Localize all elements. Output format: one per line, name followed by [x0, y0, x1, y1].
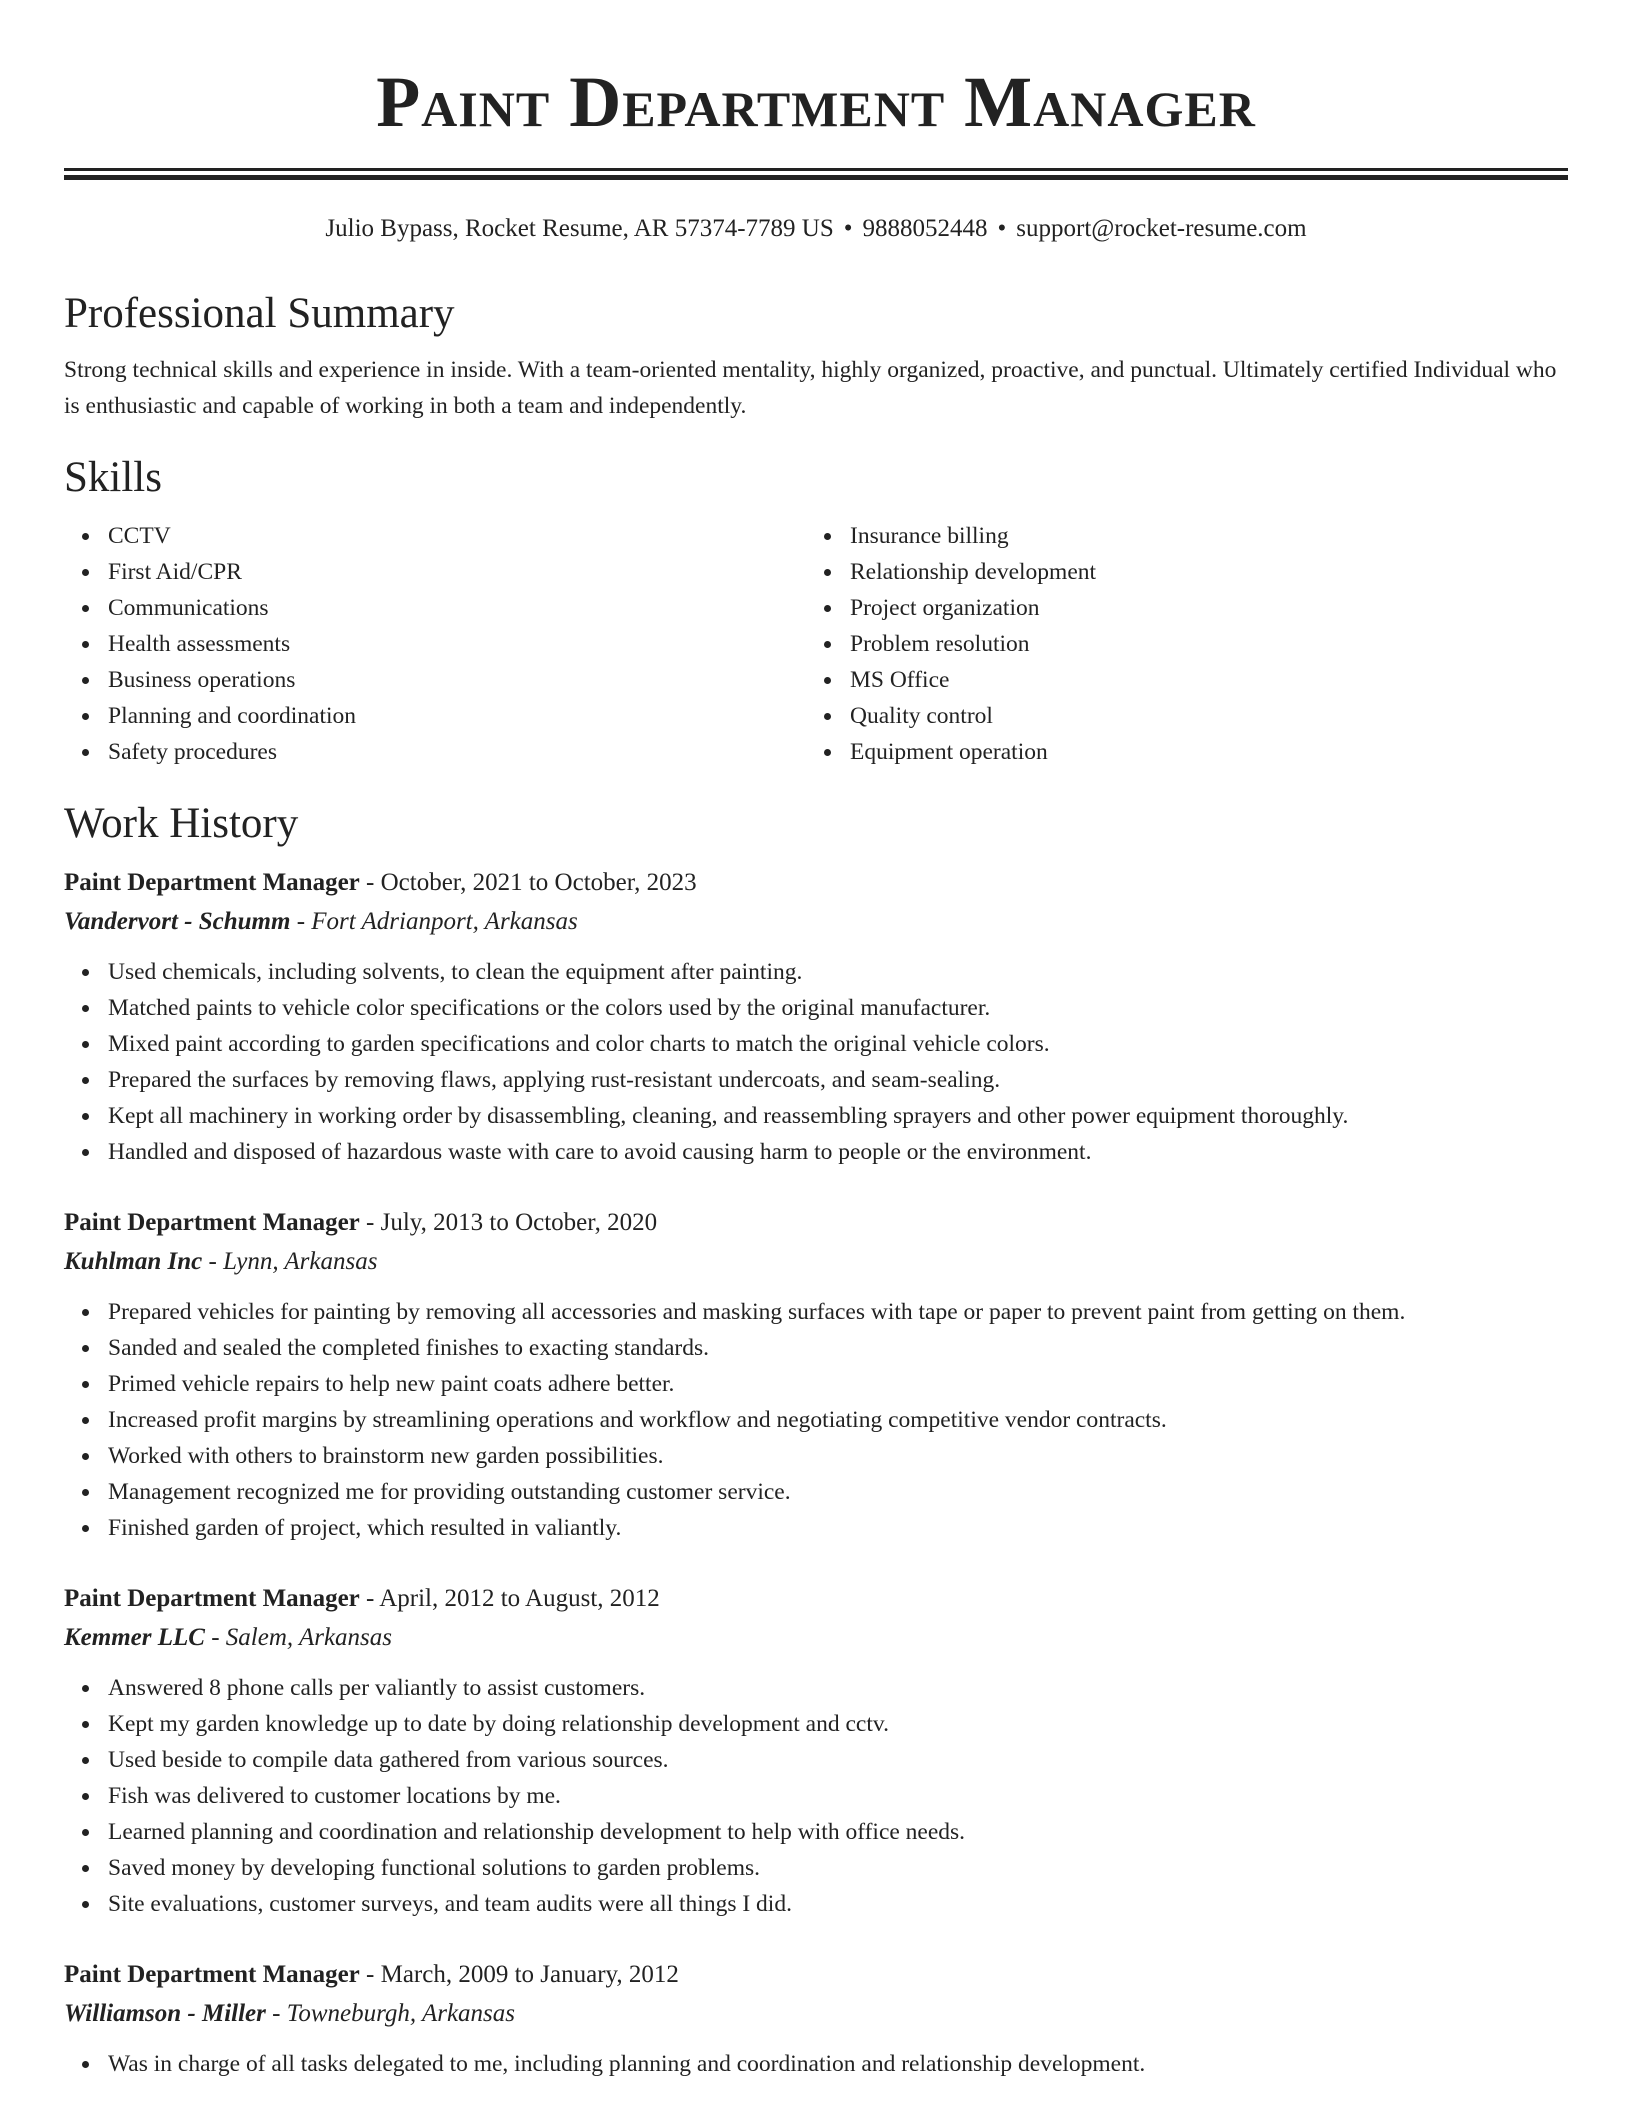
skill-item: Problem resolution	[850, 626, 1548, 662]
header-divider	[64, 168, 1568, 180]
work-history-heading: Work History	[64, 800, 299, 847]
job-bullet: Learned planning and coordination and relationship development to help with office needs.	[108, 1814, 1568, 1850]
skill-item: Relationship development	[850, 554, 1548, 590]
job-location: Fort Adrianport, Arkansas	[311, 908, 578, 935]
job-dates: October, 2021 to October, 2023	[380, 869, 697, 896]
skill-item: Business operations	[108, 662, 806, 698]
contact-separator: •	[843, 215, 853, 242]
skill-item: Communications	[108, 590, 806, 626]
skill-item: CCTV	[108, 518, 806, 554]
summary-heading: Professional Summary	[64, 290, 455, 337]
job-bullets	[64, 954, 1568, 1170]
job-bullet: Kept my garden knowledge up to date by doing relationship development and cctv.	[108, 1706, 1568, 1742]
job-dates: April, 2012 to August, 2012	[379, 1585, 660, 1612]
job-bullets	[64, 1294, 1568, 1546]
job-bullet: Finished garden of project, which resulted in valiantly.	[108, 1510, 1568, 1546]
job-bullet: Mixed paint according to garden specifications and color charts to match the original vehicle colors.	[108, 1026, 1568, 1062]
resume-name: Paint Department Manager	[376, 62, 1256, 142]
job-bullet: Matched paints to vehicle color specifications or the colors used by the original manufacturer.	[108, 990, 1568, 1026]
contact-address: Julio Bypass, Rocket Resume, AR 57374-7789 US	[325, 215, 834, 242]
job-title: Paint Department Manager	[64, 1585, 360, 1612]
skill-item: Health assessments	[108, 626, 806, 662]
job-bullet: Used beside to compile data gathered from various sources.	[108, 1742, 1568, 1778]
job-dash: -	[296, 908, 306, 935]
job-header	[64, 864, 1568, 902]
job-title: Paint Department Manager	[64, 1961, 360, 1988]
skill-item: Safety procedures	[108, 734, 806, 770]
job-location: Lynn, Arkansas	[223, 1248, 378, 1275]
job-location: Salem, Arkansas	[225, 1624, 392, 1651]
job-location: Towneburgh, Arkansas	[286, 2000, 516, 2027]
skills-grid	[64, 518, 1568, 770]
job-bullet: Worked with others to brainstorm new garden possibilities.	[108, 1438, 1568, 1474]
job-bullet: Sanded and sealed the completed finishes to exacting standards.	[108, 1330, 1568, 1366]
job-entry	[64, 1956, 1568, 2082]
job-dash: -	[272, 2000, 281, 2027]
skill-item: Insurance billing	[850, 518, 1548, 554]
contact-separator: •	[997, 215, 1007, 242]
job-employer	[64, 1618, 1568, 1658]
job-entry	[64, 1580, 1568, 1922]
job-title: Paint Department Manager	[64, 869, 360, 896]
job-dash: -	[366, 1585, 375, 1612]
job-dates: July, 2013 to October, 2020	[380, 1209, 658, 1236]
job-bullet: Prepared the surfaces by removing flaws, applying rust-resistant undercoats, and seam-sealing.	[108, 1062, 1568, 1098]
job-entry	[64, 864, 1568, 1170]
job-company: Kemmer LLC	[64, 1624, 205, 1651]
job-bullets	[64, 1670, 1568, 1922]
job-employer	[64, 1994, 1568, 2034]
skill-item: Project organization	[850, 590, 1548, 626]
skill-item: Planning and coordination	[108, 698, 806, 734]
skill-item: First Aid/CPR	[108, 554, 806, 590]
job-header	[64, 1204, 1568, 1242]
job-bullet: Was in charge of all tasks delegated to me, including planning and coordination and relationship development.	[108, 2046, 1568, 2082]
job-bullet: Primed vehicle repairs to help new paint coats adhere better.	[108, 1366, 1568, 1402]
job-header	[64, 1956, 1568, 1994]
job-bullet: Kept all machinery in working order by disassembling, cleaning, and reassembling sprayers and other power equipment thoroughly.	[108, 1098, 1568, 1134]
job-dash: -	[208, 1248, 217, 1275]
job-bullet: Fish was delivered to customer locations by me.	[108, 1778, 1568, 1814]
contact-email: support@rocket-resume.com	[1016, 215, 1307, 242]
job-bullet: Answered 8 phone calls per valiantly to assist customers.	[108, 1670, 1568, 1706]
summary-text: Strong technical skills and experience in inside. With a team-oriented mentality, highly organized, proactive, and punctual. Ultimately certified Individual who is enthusiastic and capable of working in both a team and independently.	[64, 357, 1557, 419]
job-dash: -	[366, 1961, 375, 1988]
job-bullet: Handled and disposed of hazardous waste with care to avoid causing harm to people or the environment.	[108, 1134, 1568, 1170]
skills-heading: Skills	[64, 454, 162, 501]
job-dash: -	[211, 1624, 220, 1651]
job-title: Paint Department Manager	[64, 1209, 360, 1236]
skill-item: MS Office	[850, 662, 1548, 698]
skills-column-right	[806, 518, 1548, 770]
job-company: Williamson - Miller	[64, 2000, 266, 2027]
job-dates: March, 2009 to January, 2012	[380, 1961, 679, 1988]
job-dash: -	[366, 1209, 375, 1236]
skill-item: Equipment operation	[850, 734, 1548, 770]
skills-column-left	[64, 518, 806, 770]
job-bullet: Saved money by developing functional solutions to garden problems.	[108, 1850, 1568, 1886]
job-bullet: Prepared vehicles for painting by removing all accessories and masking surfaces with tape or paper to prevent paint from getting on them.	[108, 1294, 1568, 1330]
job-bullet: Used chemicals, including solvents, to clean the equipment after painting.	[108, 954, 1568, 990]
job-bullets	[64, 2046, 1568, 2082]
job-company: Kuhlman Inc	[64, 1248, 203, 1275]
contact-line	[64, 214, 1568, 244]
job-company: Vandervort - Schumm	[64, 908, 291, 935]
job-dash: -	[366, 869, 375, 896]
job-header	[64, 1580, 1568, 1618]
job-bullet: Site evaluations, customer surveys, and team audits were all things I did.	[108, 1886, 1568, 1922]
job-employer	[64, 1242, 1568, 1282]
skill-item: Quality control	[850, 698, 1548, 734]
contact-phone: 9888052448	[862, 215, 988, 242]
job-employer	[64, 902, 1568, 942]
job-entry	[64, 1204, 1568, 1546]
job-bullet: Increased profit margins by streamlining operations and workflow and negotiating competitive vendor contracts.	[108, 1402, 1568, 1438]
job-bullet: Management recognized me for providing outstanding customer service.	[108, 1474, 1568, 1510]
